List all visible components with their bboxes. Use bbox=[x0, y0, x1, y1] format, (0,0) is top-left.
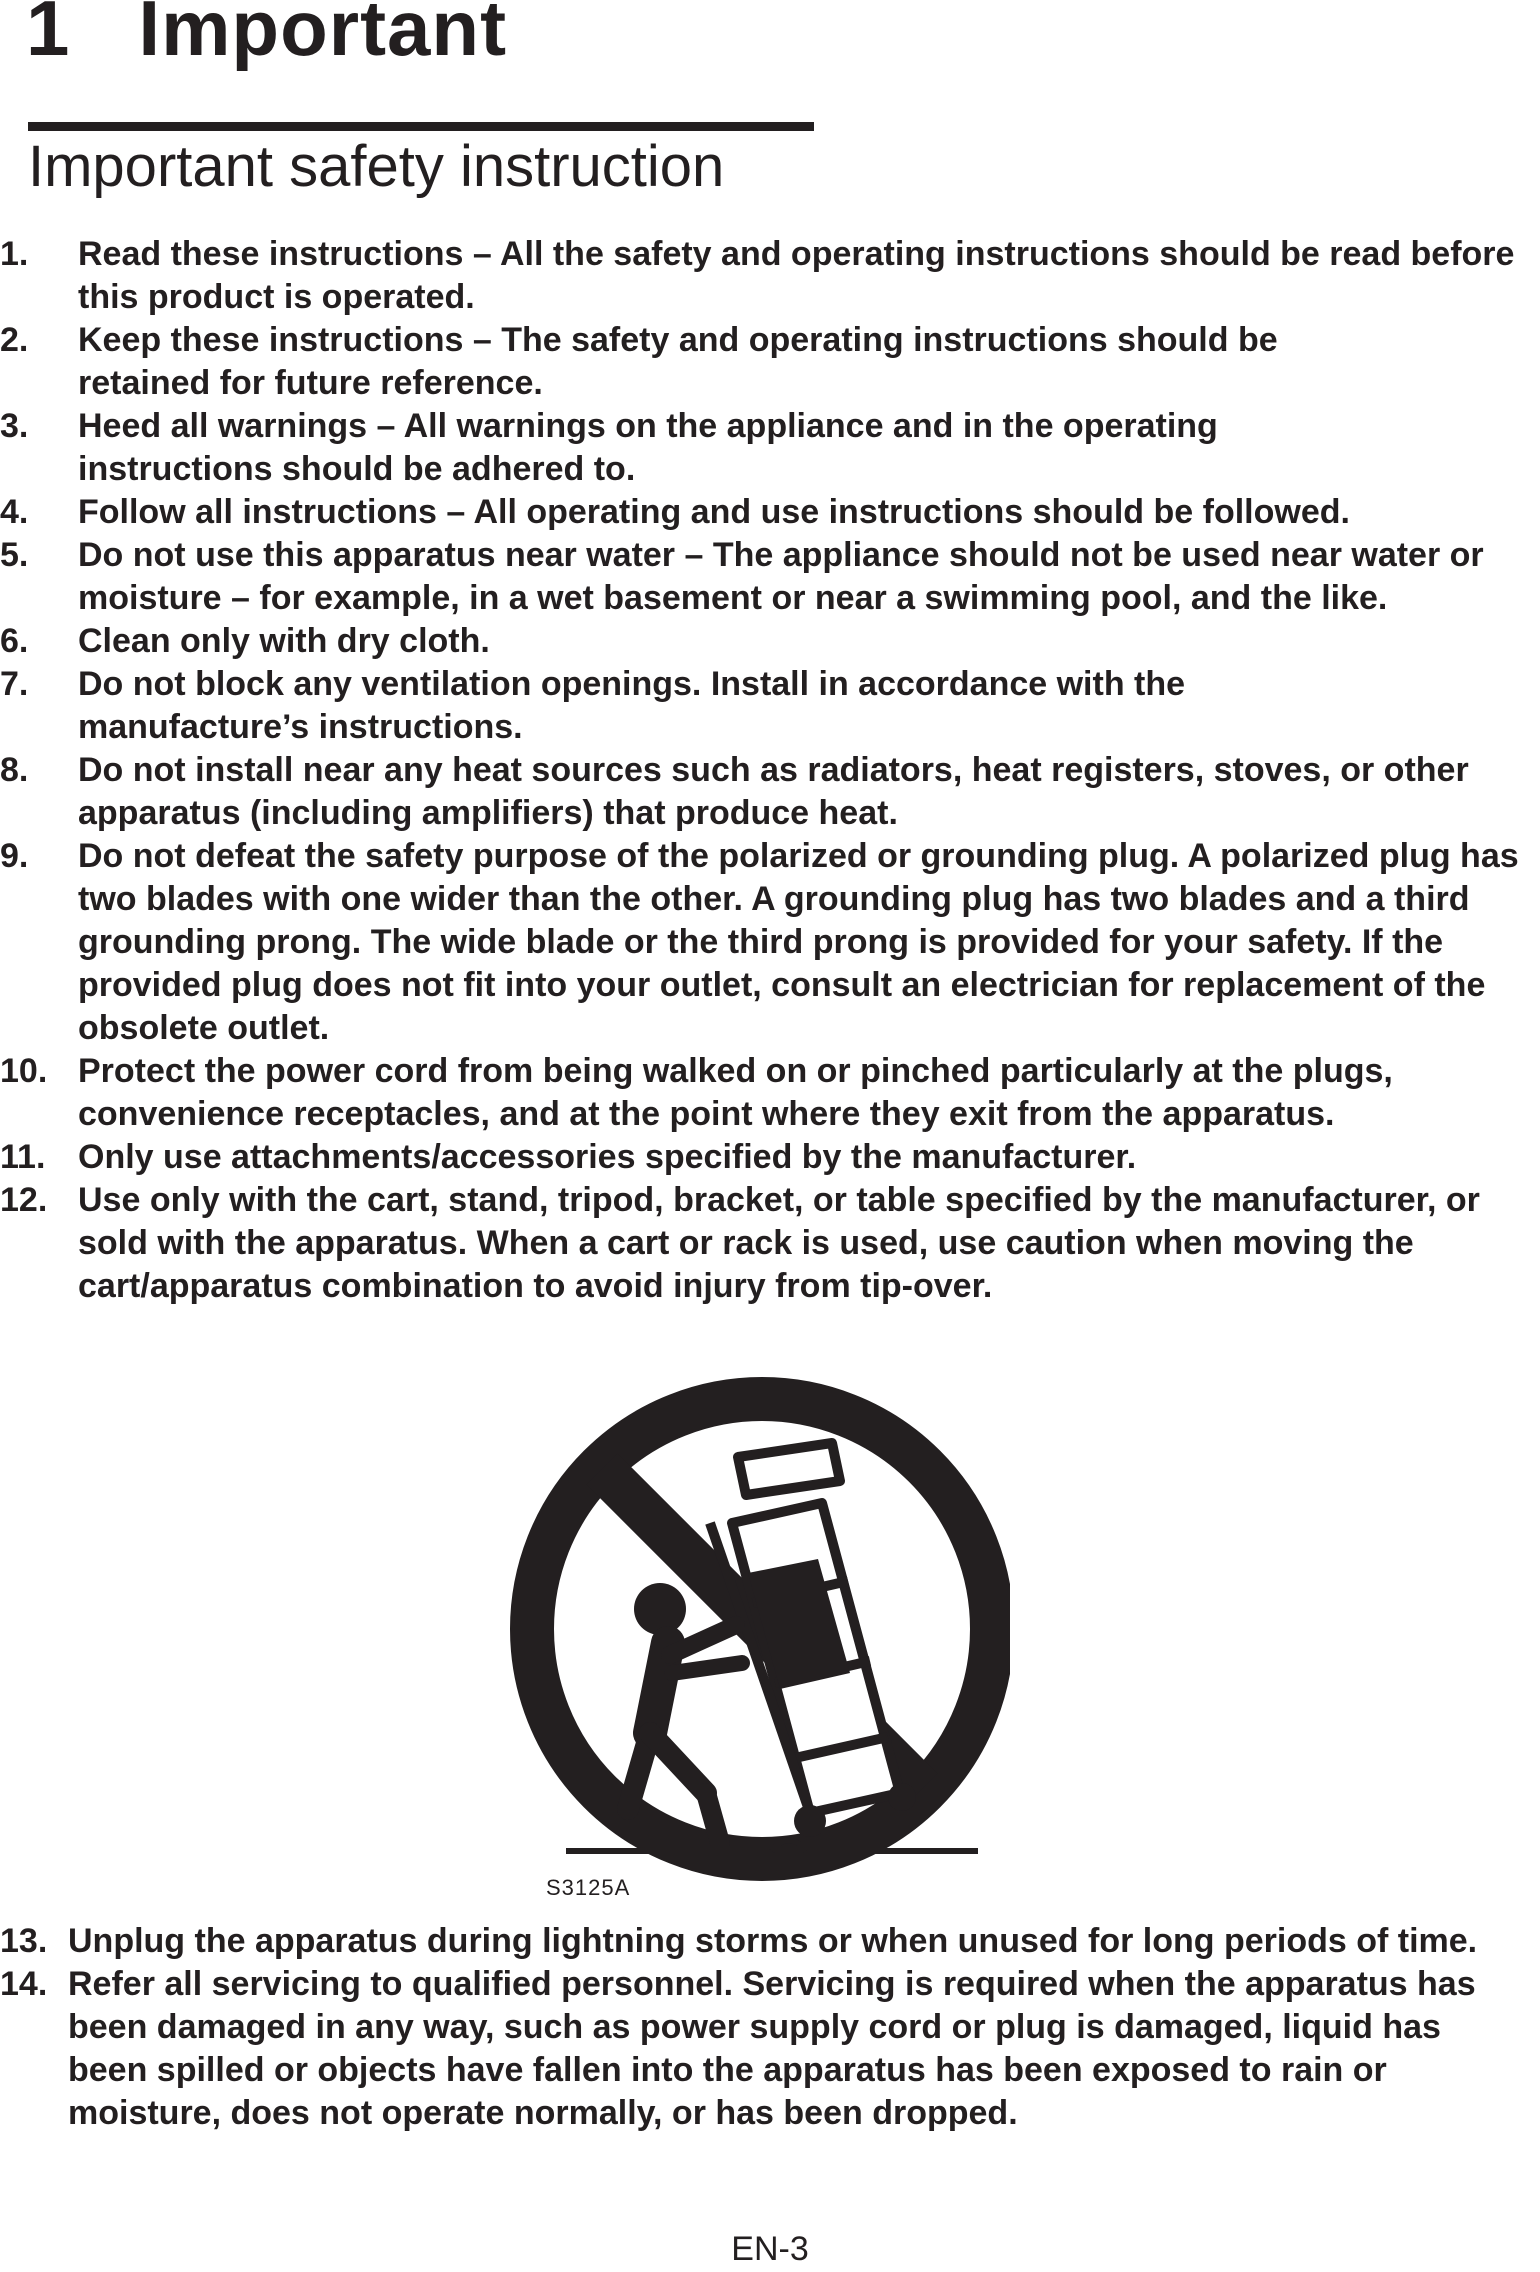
instruction-item-5 bbox=[0, 534, 1540, 620]
instruction-number: 13. bbox=[0, 1922, 48, 1960]
instruction-number: 7. bbox=[0, 665, 29, 703]
instruction-number: 14. bbox=[0, 1965, 48, 2003]
page-number: EN-3 bbox=[731, 2230, 809, 2268]
instruction-text: Do not install near any heat sources such as radiators, heat registers, stoves, or other apparatus (including amplifiers) that produce heat. bbox=[78, 751, 1469, 832]
instruction-item-7 bbox=[0, 663, 1540, 749]
instruction-item-3 bbox=[0, 405, 1540, 491]
instruction-number: 1. bbox=[0, 235, 29, 273]
instruction-item-2 bbox=[0, 319, 1540, 405]
instruction-item-11 bbox=[0, 1136, 1540, 1179]
section-title: Important safety instruction bbox=[28, 134, 725, 199]
safety-instructions-list bbox=[0, 233, 1540, 1308]
instruction-number: 6. bbox=[0, 622, 29, 660]
instruction-text: Do not use this apparatus near water – The appliance should not be used near water or moisture – for example, in a wet basement or near a swimming pool, and the like. bbox=[78, 536, 1484, 617]
instruction-text: Do not block any ventilation openings. Install in accordance with the manufacture’s instructions. bbox=[78, 665, 1186, 746]
instruction-text: Heed all warnings – All warnings on the appliance and in the operating instructions should be adhered to. bbox=[78, 407, 1218, 488]
cart-tip-over-warning-icon bbox=[510, 1373, 1010, 1893]
title-underline-rule bbox=[28, 122, 814, 131]
instruction-item-1 bbox=[0, 233, 1540, 319]
instruction-item-4 bbox=[0, 491, 1540, 534]
safety-instructions-list-continued bbox=[0, 1920, 1540, 2135]
instruction-number: 8. bbox=[0, 751, 29, 789]
instruction-text: Protect the power cord from being walked on or pinched particularly at the plugs, convenience receptacles, and at the point where they exit from the apparatus. bbox=[78, 1052, 1393, 1133]
instruction-item-12 bbox=[0, 1179, 1540, 1308]
instruction-item-8 bbox=[0, 749, 1540, 835]
instruction-number: 2. bbox=[0, 321, 29, 359]
instruction-number: 3. bbox=[0, 407, 29, 445]
figure-code-label: S3125A bbox=[546, 1875, 631, 1900]
chapter-title: 1 Important bbox=[26, 0, 508, 72]
instruction-number: 12. bbox=[0, 1181, 48, 1219]
instruction-item-9 bbox=[0, 835, 1540, 1050]
instruction-item-14 bbox=[0, 1963, 1540, 2135]
instruction-number: 10. bbox=[0, 1052, 48, 1090]
instruction-text: Keep these instructions – The safety and operating instructions should be retained for future reference. bbox=[78, 321, 1278, 402]
instruction-item-6 bbox=[0, 620, 1540, 663]
instruction-text: Read these instructions – All the safety and operating instructions should be read before this product is operated. bbox=[78, 235, 1515, 316]
instruction-text: Only use attachments/accessories specified by the manufacturer. bbox=[78, 1138, 1137, 1176]
instruction-number: 11. bbox=[0, 1138, 46, 1176]
instruction-number: 5. bbox=[0, 536, 29, 574]
instruction-text: Clean only with dry cloth. bbox=[78, 622, 490, 660]
instruction-text: Use only with the cart, stand, tripod, bracket, or table specified by the manufacturer, or sold with the apparatus. When a cart or rack is used, use caution when moving the cart/apparatus combination to avoid injury from tip-over. bbox=[78, 1181, 1480, 1305]
instruction-item-10 bbox=[0, 1050, 1540, 1136]
instruction-number: 9. bbox=[0, 837, 29, 875]
instruction-number: 4. bbox=[0, 493, 29, 531]
instruction-item-13 bbox=[0, 1920, 1540, 1963]
instruction-text: Unplug the apparatus during lightning storms or when unused for long periods of time. bbox=[68, 1922, 1478, 1960]
instruction-text: Refer all servicing to qualified personnel. Servicing is required when the apparatus has been damaged in any way, such as power supply cord or plug is damaged, liquid has been spilled or objects have fallen into the apparatus has been exposed to rain or moisture, does not operate normally, or has been dropped. bbox=[68, 1965, 1476, 2132]
instruction-text: Follow all instructions – All operating and use instructions should be followed. bbox=[78, 493, 1350, 531]
instruction-text: Do not defeat the safety purpose of the polarized or grounding plug. A polarized plug has two blades with one wider than the other. A grounding plug has two blades and a third grounding prong. The wide blade or the third prong is provided for your safety. If the provided plug does not fit into your outlet, consult an electrician for replacement of the obsolete outlet. bbox=[78, 837, 1519, 1047]
